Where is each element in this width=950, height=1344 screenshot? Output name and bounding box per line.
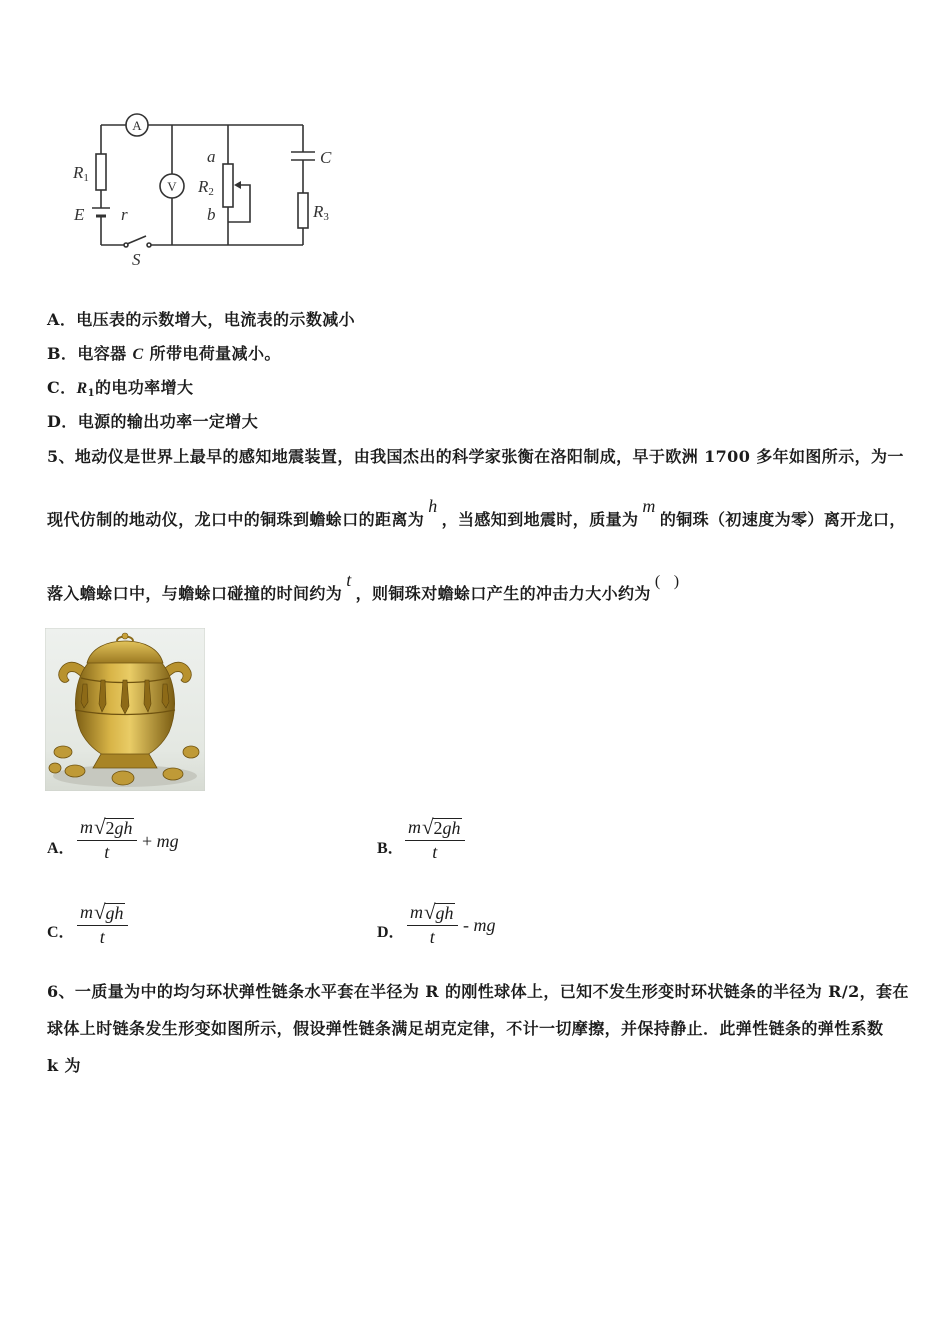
radicand-coef: 2 xyxy=(433,818,443,838)
q5-option-c-letter: C． xyxy=(47,924,75,941)
q5-option-b-fraction xyxy=(405,814,465,862)
mass-var: m xyxy=(80,817,93,837)
fraction-numerator xyxy=(405,814,465,841)
toad xyxy=(112,771,134,785)
mass-var: m xyxy=(410,902,423,922)
q5-option-a-letter: A． xyxy=(47,840,75,857)
mass-var: m xyxy=(80,902,93,922)
radicand xyxy=(433,818,462,838)
slider-arrow-icon xyxy=(234,181,241,189)
capacitor-symbol: C xyxy=(132,346,144,363)
toad xyxy=(65,765,85,777)
fraction-denominator: t xyxy=(104,842,110,862)
q5-option-d-tail xyxy=(463,914,496,936)
radicand: gh xyxy=(105,903,124,923)
option-letter: A． xyxy=(47,310,77,329)
fraction-denominator: t xyxy=(99,927,105,947)
option-letter: B． xyxy=(47,344,78,363)
resistor-symbol: R xyxy=(76,380,88,397)
toad xyxy=(163,768,183,780)
option-text: 电压表的示数增大，电流表的示数减小 xyxy=(76,310,356,329)
q6-line-1: 6、一质量为中的均匀环状弹性链条水平套在半径为 R 的刚性球体上，已知不发生形变时环状链条的半径为 R/2，套在 xyxy=(47,982,909,1001)
ammeter-label: A xyxy=(132,118,142,133)
q5-option-b-letter: B． xyxy=(377,840,404,857)
q5-line-3-part-2: ，则铜珠对蟾蜍口产生的冲击力大小约为 xyxy=(355,584,651,603)
radicand-coef: 2 xyxy=(105,818,115,838)
resistor-subscript: 1 xyxy=(87,388,95,399)
fraction-numerator xyxy=(407,899,458,926)
q5-option-d-letter: D． xyxy=(377,924,405,941)
toad xyxy=(49,763,61,773)
voltmeter-label: V xyxy=(167,179,177,194)
q5-line-3-part-1: 落入蟾蜍口中，与蟾蜍口碰撞的时间约为 xyxy=(47,584,343,603)
capacitor-label: C xyxy=(320,148,332,167)
q5-option-a-tail xyxy=(142,830,179,852)
fraction-denominator: t xyxy=(432,842,438,862)
mass-symbol: m xyxy=(642,496,656,516)
urn-base xyxy=(93,754,157,768)
q5-line-2-part-2: ，当感知到地震时，质量为 xyxy=(441,510,639,529)
operator: + xyxy=(142,831,153,851)
option-text: 电源的输出功率一定增大 xyxy=(77,412,259,431)
fraction-numerator xyxy=(77,899,128,926)
q5-line-3 xyxy=(47,570,680,604)
r1-label: R1 xyxy=(73,163,89,184)
fraction-denominator: t xyxy=(429,927,435,947)
option-text: 电容器 xyxy=(77,344,133,363)
switch-label: S xyxy=(132,250,141,269)
sqrt-icon: √ xyxy=(424,900,436,924)
option-text: 所带电荷量减小。 xyxy=(143,344,281,363)
circuit-diagram xyxy=(60,100,350,275)
q5-option-a-fraction xyxy=(77,814,137,862)
option-text: 的电功率增大 xyxy=(94,378,194,397)
radicand xyxy=(105,818,134,838)
q4-option-c xyxy=(47,377,193,399)
sqrt-icon: √ xyxy=(422,815,434,839)
mass-var: m xyxy=(408,817,421,837)
q6-line-2: 球体上时链条发生形变如图所示，假设弹性链条满足胡克定律，不计一切摩擦，并保持静止．此弹性链条的弹性系数 xyxy=(47,1019,884,1038)
operator: - xyxy=(463,915,469,935)
radicand: gh xyxy=(435,903,454,923)
internal-r-label: r xyxy=(121,205,128,224)
weight-term: mg xyxy=(156,831,179,851)
toad xyxy=(54,746,72,758)
switch-lever xyxy=(127,236,146,244)
option-letter: C． xyxy=(47,378,77,397)
q5-option-c-fraction xyxy=(77,899,128,947)
q4-option-b xyxy=(47,343,281,365)
fraction-numerator xyxy=(77,814,137,841)
q4-option-d xyxy=(47,411,258,433)
seismograph-photo xyxy=(45,628,205,791)
resistor-r1 xyxy=(96,154,106,190)
r2-label: R2 xyxy=(198,177,214,198)
r2-a-label: a xyxy=(207,147,216,166)
q6-line-3: k 为 xyxy=(47,1056,81,1075)
q5-line-2-part-1: 现代仿制的地动仪，龙口中的铜珠到蟾蜍口的距离为 xyxy=(47,510,425,529)
q5-option-d-fraction xyxy=(407,899,458,947)
toad xyxy=(183,746,199,758)
sqrt-icon: √ xyxy=(94,900,106,924)
radicand-var: gh xyxy=(442,818,461,838)
r2-b-label: b xyxy=(207,205,216,224)
r3-label: R3 xyxy=(313,202,329,223)
emf-label: E xyxy=(74,205,85,224)
q5-line-2-part-3: 的铜珠（初速度为零）离开龙口， xyxy=(659,510,906,529)
time-symbol: t xyxy=(346,570,352,590)
answer-blank: ( ) xyxy=(654,573,680,590)
q4-option-a xyxy=(47,309,355,331)
weight-term: mg xyxy=(473,915,496,935)
rheostat-r2 xyxy=(223,164,233,207)
sqrt-icon: √ xyxy=(94,815,106,839)
option-letter: D． xyxy=(47,412,78,431)
resistor-r3 xyxy=(298,193,308,228)
q5-line-1: 5、地动仪是世界上最早的感知地震装置，由我国杰出的科学家张衡在洛阳制成，早于欧洲 1700 多年如图所示，为一 xyxy=(47,447,904,466)
height-symbol: h xyxy=(428,496,438,516)
radicand-var: gh xyxy=(114,818,133,838)
q5-line-2 xyxy=(47,496,906,530)
